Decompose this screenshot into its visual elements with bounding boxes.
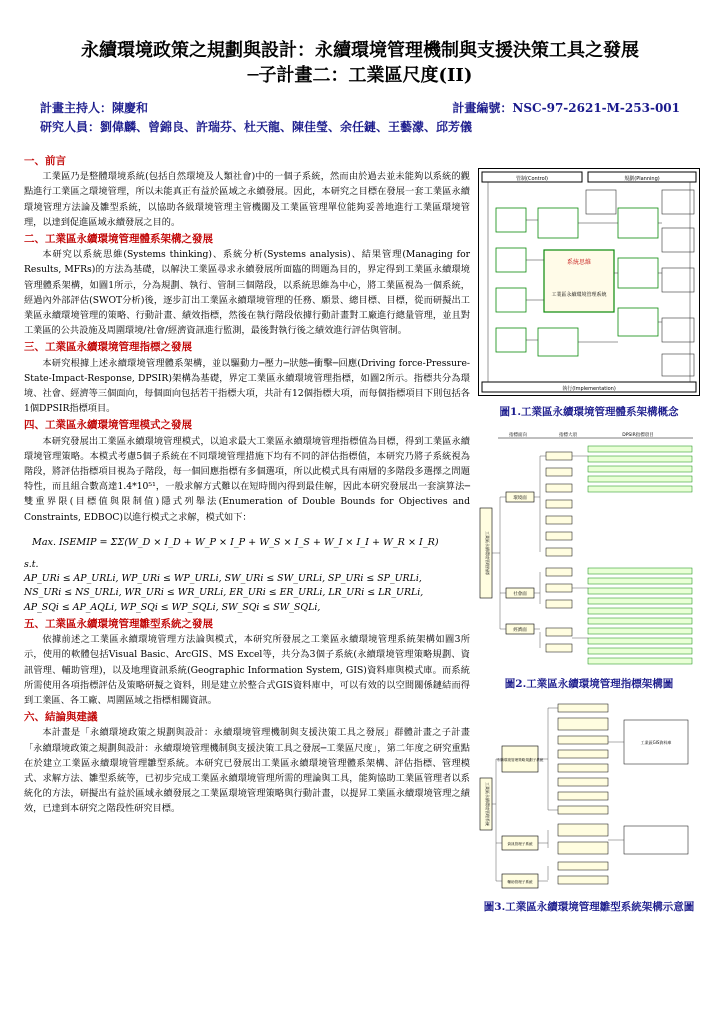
section-text: 依據前述之工業區永續環境管理方法論與模式，本研究所發展之工業區永續環境管理系統架構如圖3所示，使用的軟體包括Visual Basic、ArcGIS、MS Excel等，共分為3個子系統(永續環境管理策略規劃、資訊管理、輔助管理)，以及地理資訊系統(Geographic Information System, GIS)資料庫與模式庫。而系統所需使用各項指標評估及策略研擬之資料，則是建立於整合式GIS資料庫中，可以有效的以空間關係鏈結而得到工業區、各工廠、周圍區域之指標相關資訊。 [24, 634, 470, 706]
fig1-box [496, 288, 526, 312]
fig2-dim-boxes [506, 492, 534, 634]
figure-1-diagram [478, 168, 700, 396]
fig1-box [662, 190, 694, 214]
principal-investigator: 計畫主持人：陳慶和 [40, 101, 149, 115]
fig3-subsystem-label: 資訊管理子系統 [507, 842, 533, 846]
pi-row [40, 98, 680, 118]
figure-2-diagram [478, 428, 700, 672]
fig1-box [618, 258, 658, 288]
fig1-planning-label: 規劃(Planning) [624, 176, 660, 182]
fig3-subsystem-label: 輔助管理子系統 [507, 880, 533, 884]
figure-3-caption: 圖3.工業區永續環境管理雛型系統架構示意圖 [483, 901, 695, 913]
fig2-dim-label: 社會面 [513, 592, 527, 597]
section-heading: 一、前言 [24, 155, 66, 167]
fig2-dim-label: 環境面 [513, 496, 527, 501]
fig3-subsystem-label: 永續環境管理策略規劃子系統 [496, 758, 544, 762]
fig2-col-headers [509, 431, 654, 438]
fig1-implementation-label: 執行(Implementation) [562, 386, 616, 392]
section-text: 工業區乃是整體環境系統(包括自然環境及人類社會)中的一個子系統，然而由於過去並未能夠以系統的觀點進行工業區之環境管理，所以未能真正有益於區域之永續發展。因此，本研究之目標在發展一套工業區永續環境管理方法論及雛型系統，以協助各級環境管理主管機關及工業區管理單位能夠妥善地進行工業區環境管理，以達到促進區域永續發展之目的。 [24, 171, 470, 228]
fig1-box [586, 190, 616, 214]
project-number: 計畫編號：NSC-97-2621-M-253-001 [452, 101, 680, 115]
page-title [0, 38, 720, 88]
fig1-box [618, 308, 658, 336]
fig3-module-boxes [558, 704, 608, 884]
fig2-dpsir-boxes [588, 446, 692, 664]
fig1-box [662, 228, 694, 252]
section-text: 本計畫是「永續環境政策之規劃與設計：永續環境管理機制與支援決策工具之發展」群體計畫之子計畫「永續環境政策之規劃與設計：永續環境管理機制與支援決策工具之發展─工業區尺度」，第二年度之研究重點在於建立工業區永續環境管理雛型系統。本研究已發展出工業區永續環境管理體系架構、評估指標、管理模式、求解方法、雛型系統等，已初步完成工業區永續環境管理所需的理論與工具，能夠協助工業區管理者以系統化的方法，研擬出有益於區域永續發展之工業區環境管理策略與行動計畫，以提昇工業區永續環境管理之績效，已達到本研究之階段性研究目標。 [24, 727, 470, 815]
constraints-st: s.t. [24, 559, 39, 571]
body-text [24, 152, 470, 817]
section-text: 本研究以系統思維(Systems thinking)、系統分析(Systems analysis)、結果管理(Managing for Results, MFRs)的方法為基礎，以解決工業區尋求永續發展所面臨的問題為目的，界定得到工業區永續環境管理體系架構，如圖1所示，分為規劃、執行、管制三個階段，以系統思維為中心，將工業區視為一個系統，經過內外部評估(SWOT分析)後，逐步訂出工業區永續環境管理的任務、願景、總目標、目標，從而研擬出工業區永續環境管理的策略、行動計畫、績效指標，然後在執行階段依據行動計畫對工廠進行總量管理，並且對工業區的公共設施及周圍環境/社會/經濟資訊進行監測，最後對執行後之績效進行評估與管制。 [24, 249, 470, 337]
fig3-subsystem-boxes [502, 746, 538, 888]
fig2-item-boxes [546, 452, 572, 652]
fig1-box [496, 208, 526, 232]
fig1-box [662, 318, 694, 342]
fig1-box [662, 268, 694, 292]
fig3-note-label: 工業區GIS資料庫 [640, 740, 672, 745]
fig1-box [496, 328, 526, 352]
section-text: 本研究根據上述永續環境管理體系架構，並以驅動力─壓力─狀態─衝擊─回應(Driving force-Pressure-State-Impact-Response, DPSIR)架構為基礎，界定工業區永續環境管理指標，如圖2所示。指標共分為環境、社會、經濟等三個面向，每個面向包括若干指標大項，共計有12個指標大項，而每個指標項目下則包括各1個DPSIR指標項目。 [24, 357, 470, 415]
fig3-root-label: 工業區永續環境管理系統 [485, 782, 490, 826]
fig1-box [662, 354, 694, 376]
fig1-center-title: 系統思維 [566, 259, 592, 266]
figure-3-diagram [478, 700, 700, 896]
fig2-col1: 指標面向 [509, 433, 527, 438]
fig1-box [538, 208, 578, 238]
title-line-1: 永續環境政策之規劃與設計：永續環境管理機制與支援決策工具之發展 [81, 40, 639, 61]
title-line-2: ─子計畫二：工業區尺度(II) [247, 65, 473, 86]
constraint-line: AP_URi ≤ AP_URLi, WP_URi ≤ WP_URLi, SW_URi ≤ SW_URLi, SP_URi ≤ SP_URLi, [24, 573, 422, 585]
figure-1-caption: 圖1.工業區永續環境管理體系架構概念 [499, 406, 679, 418]
fig1-box [618, 208, 658, 238]
constraint-line: AP_SQi ≤ AP_AQLi, WP_SQi ≤ WP_SQLi, SW_SQi ≤ SW_SQLi, [24, 601, 321, 613]
section-heading: 二、工業區永續環境管理體系架構之發展 [24, 233, 213, 246]
section-heading: 三、工業區永續環境管理指標之發展 [24, 341, 192, 354]
objective-formula: Max. ISEMIP = ΣΣ(W_D × I_D + W_P × I_P + W_S × I_S + W_I × I_I + W_R × I_R) [32, 536, 439, 548]
researchers: 研究人員：劉偉麟、曾錦良、許瑞芬、杜天龍、陳佳瑩、余任鏈、王藝濛、邱芳儀 [40, 120, 473, 134]
fig2-col2: 指標大項 [559, 433, 577, 438]
constraint-line: NS_URi ≤ NS_URLi, WR_URi ≤ WR_URLi, ER_URi ≤ ER_URLi, LR_URi ≤ LR_URLi, [24, 587, 424, 599]
fig2-dim-label: 經濟面 [513, 628, 527, 633]
fig1-center-sub: 工業區永續環境管理系統 [551, 292, 607, 298]
fig2-root-label: 工業區永續環境管理指標 [485, 531, 490, 575]
section-heading: 六、結論與建議 [24, 711, 98, 724]
fig2-col3: DPSIR指標項目 [622, 433, 654, 438]
fig1-box [496, 248, 526, 272]
section-text: 本研究發展出工業區永續環境管理模式，以追求最大工業區永續環境管理指標值為目標，得到工業區永續環境管理策略。本模式考慮5個子系統在不同環境管理措施下均有不同的評估指標值，本研究乃將子系統視為階段，將評估指標項目視為子階段，每一個回應指標有多個選項，所以此模式具有兩層的多階段多選擇之問題特性，而且組合數高達1.4*10⁵¹，一般求解方式難以在短時間內得到最佳解，因此本研究發展出一套演算法─雙重界限(目標值與限制值)隱式列舉法(Enumeration of Double Bounds for Objectives and Constraints, EDBOC)以進行模式之求解，模式如下： [24, 435, 470, 523]
section-heading: 四、工業區永續環境管理模式之發展 [24, 419, 192, 432]
section-heading: 五、工業區永續環境管理雛型系統之發展 [24, 617, 213, 630]
fig1-box [538, 328, 578, 356]
fig3-note-box-2 [624, 826, 688, 854]
fig1-control-label: 管制(Control) [516, 176, 548, 182]
figure-2-caption: 圖2.工業區永續環境管理指標架構圖 [504, 678, 674, 690]
fig2-connectors [492, 456, 588, 648]
